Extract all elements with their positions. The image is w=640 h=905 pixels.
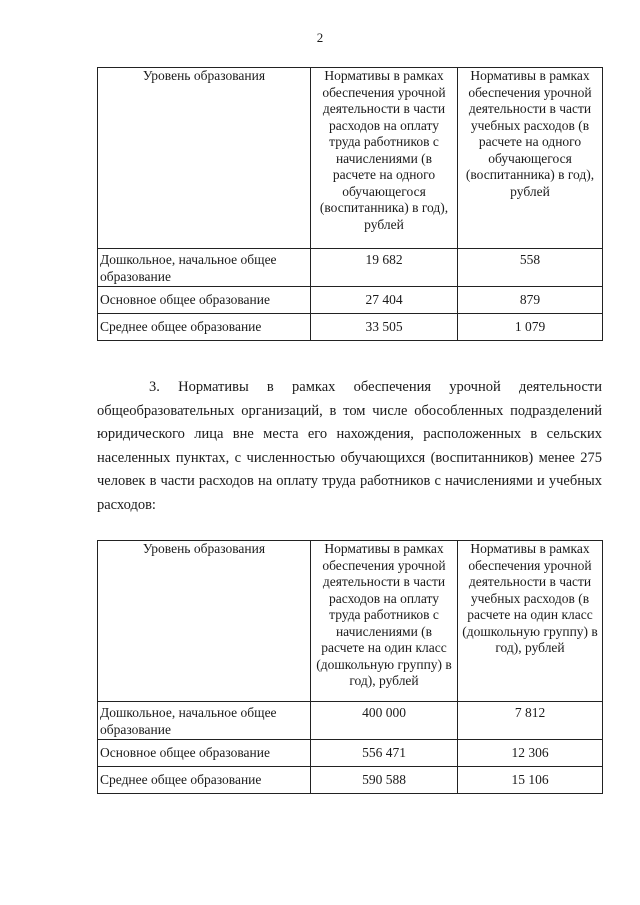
expenses-value-cell: 558 — [458, 249, 603, 287]
header-wages-norm: Нормативы в рамках обеспечения урочной деятельности в части расходов на оплату труда работников с начислениями (в расчете на одного обучающегося (воспитанника) в год), рублей — [311, 68, 458, 249]
table-header-row — [98, 541, 603, 702]
education-level-cell: Основное общее образование — [98, 287, 311, 314]
header-expenses-norm: Нормативы в рамках обеспечения урочной деятельности в части учебных расходов (в расчете на одного обучающегося (воспитанника) в год), рублей — [458, 68, 603, 249]
education-level-cell: Среднее общее образование — [98, 314, 311, 341]
table-row — [98, 287, 603, 314]
header-wages-norm: Нормативы в рамках обеспечения урочной деятельности в части расходов на оплату труда работников с начислениями (в расчете на один класс (дошкольную группу) в год), рублей — [311, 541, 458, 702]
paragraph-item-3: 3. Нормативы в рамках обеспечения урочной деятельности общеобразовательных организаций, в том числе обособленных подразделений юридического лица вне места его нахождения, расположенных в сельских населенных пунктах, с численностью обучающихся (воспитанников) менее 275 человек в части расходов на оплату труда работников с начислениями и учебных расходов: — [97, 379, 602, 513]
header-expenses-norm: Нормативы в рамках обеспечения урочной деятельности в части учебных расходов (в расчете на один класс (дошкольную группу) в год), рублей — [458, 541, 603, 702]
norms-table-per-student — [97, 67, 603, 341]
norms-table-per-class — [97, 540, 603, 794]
wages-value-cell: 19 682 — [311, 249, 458, 287]
header-education-level: Уровень образования — [98, 68, 311, 249]
expenses-value-cell: 1 079 — [458, 314, 603, 341]
expenses-value-cell: 7 812 — [458, 702, 603, 740]
wages-value-cell: 556 471 — [311, 740, 458, 767]
table-row — [98, 702, 603, 740]
wages-value-cell: 400 000 — [311, 702, 458, 740]
education-level-cell: Основное общее образование — [98, 740, 311, 767]
table-row — [98, 767, 603, 794]
page-number: 2 — [316, 30, 324, 45]
header-education-level: Уровень образования — [98, 541, 311, 702]
expenses-value-cell: 879 — [458, 287, 603, 314]
expenses-value-cell: 12 306 — [458, 740, 603, 767]
education-level-cell: Среднее общее образование — [98, 767, 311, 794]
education-level-cell: Дошкольное, начальное общее образование — [98, 249, 311, 287]
wages-value-cell: 33 505 — [311, 314, 458, 341]
education-level-cell: Дошкольное, начальное общее образование — [98, 702, 311, 740]
expenses-value-cell: 15 106 — [458, 767, 603, 794]
table-row — [98, 249, 603, 287]
table-row — [98, 314, 603, 341]
wages-value-cell: 27 404 — [311, 287, 458, 314]
wages-value-cell: 590 588 — [311, 767, 458, 794]
table-row — [98, 740, 603, 767]
table-header-row — [98, 68, 603, 249]
